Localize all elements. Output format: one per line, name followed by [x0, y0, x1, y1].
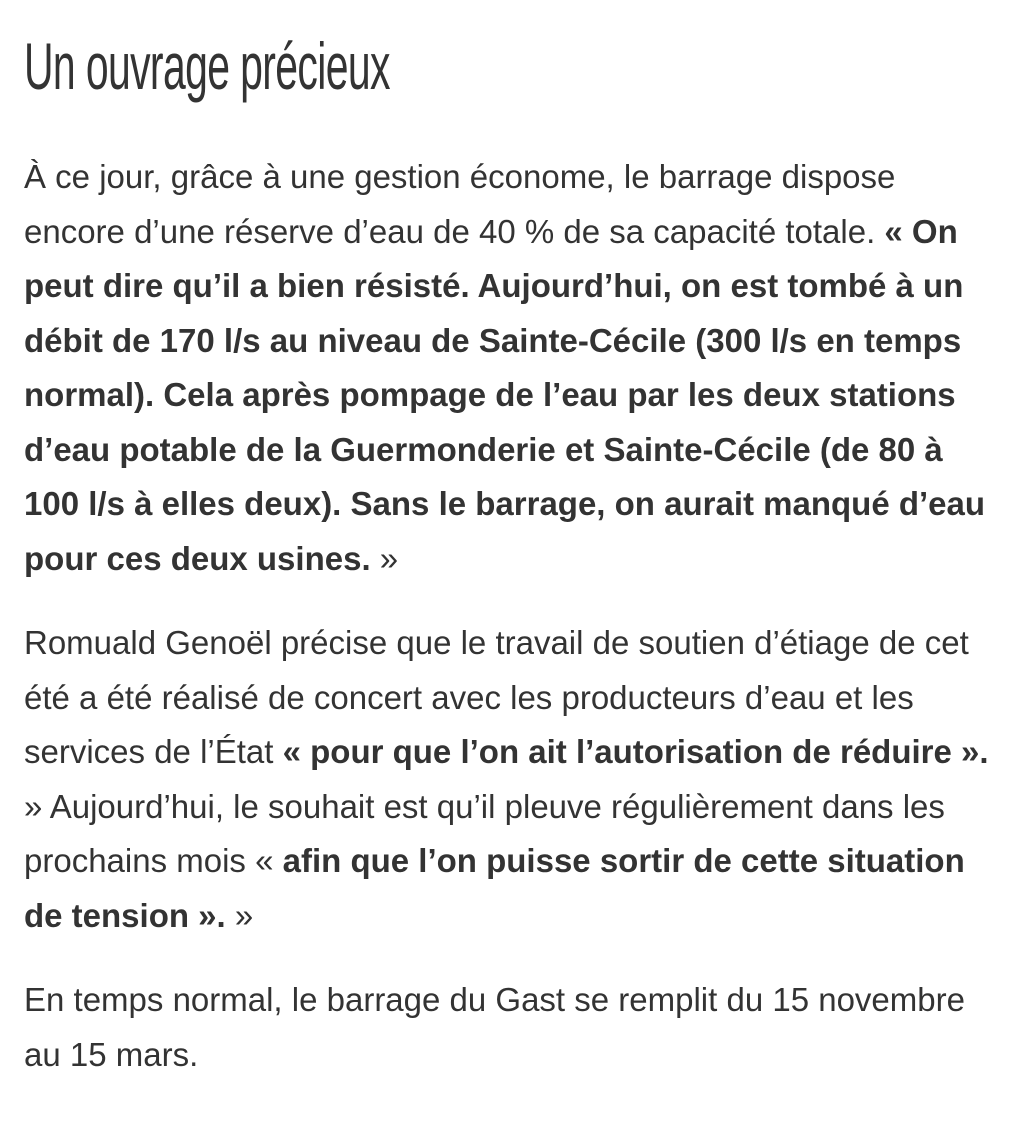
article-heading: Un ouvrage précieux — [24, 29, 390, 103]
quote-tension: afin que l’on puisse sortir de cette situation de tension ». — [24, 842, 965, 934]
quote-autorisation: « pour que l’on ait l’autorisation de réduire ». — [282, 733, 989, 770]
quote-debit: « On peut dire qu’il a bien résisté. Aujourd’hui, on est tombé à un débit de 170 l/s au niveau de Sainte-Cécile (300 l/s en temps normal). Cela après pompage de l’eau par les deux stations d’eau potable de la Guermonderie et Sainte-Cécile (de 80 à 100 l/s à elles deux). Sans le barrage, on aurait manqué d’eau pour ces deux usines. — [24, 212, 986, 577]
paragraph-reserve — [24, 150, 999, 586]
paragraph-reserve-text: À ce jour, grâce à une gestion économe, le barrage dispose encore d’une réserve d’eau de 40 % de sa capacité totale. — [24, 158, 896, 250]
paragraph-etiage-text-3: » — [225, 896, 254, 934]
article — [24, 20, 999, 1082]
paragraph-etiage-text-2: » Aujourd’hui, le souhait est qu’il pleuve régulièrement dans les prochains mois « — [24, 787, 945, 879]
quote-debit-close: » — [370, 539, 399, 577]
paragraph-remplissage: En temps normal, le barrage du Gast se remplit du 15 novembre au 15 mars. — [24, 981, 965, 1073]
paragraph-etiage-text-1: Romuald Genoël précise que le travail de soutien d’étiage de cet été a été réalisé de concert avec les producteurs d’eau et les services de l’État — [24, 624, 969, 770]
paragraph-etiage — [24, 616, 999, 943]
